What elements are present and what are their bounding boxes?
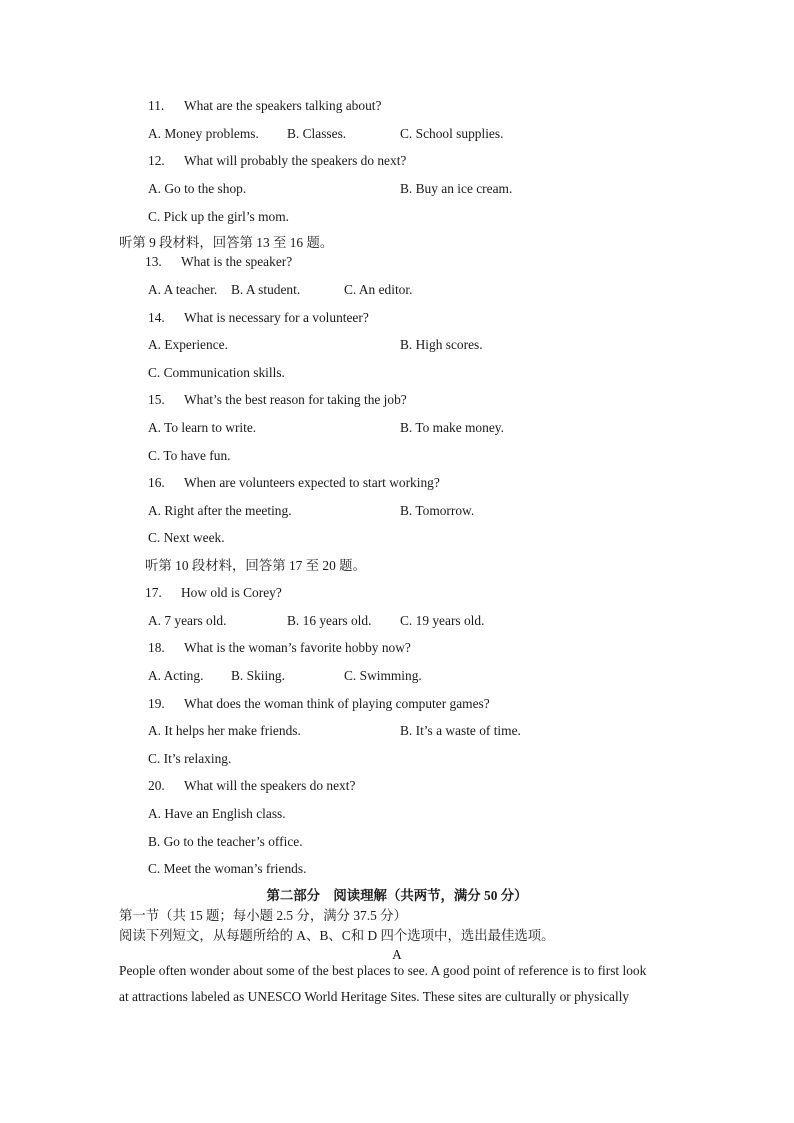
option-12-a: A. Go to the shop. [148,181,247,196]
question-18 [148,639,411,657]
option-17-c: C. 19 years old. [400,613,485,628]
part-2-title: 第二部分 阅读理解（共两节，满分 50 分） [266,888,528,903]
question-number: 15. [148,392,165,407]
question-17 [145,584,282,602]
option-16-b: B. Tomorrow. [400,503,475,518]
question-number: 20. [148,778,165,793]
question-19 [148,695,490,713]
question-14 [148,309,369,327]
option-15-b: B. To make money. [400,420,504,435]
option-15-a: A. To learn to write. [148,420,257,435]
option-14-b: B. High scores. [400,337,483,352]
option-13-b: B. A student. [231,282,301,297]
question-text: What is necessary for a volunteer? [184,310,369,325]
option-15-c: C. To have fun. [148,448,231,463]
option-11-a: A. Money problems. [148,126,259,141]
section-1-title: 第一节（共 15 题；每小题 2.5 分，满分 37.5 分） [119,908,407,923]
option-13-a: A. A teacher. [148,282,218,297]
question-text: What will probably the speakers do next? [184,153,407,168]
question-text: How old is Corey? [181,585,282,600]
question-11 [148,97,381,115]
question-number: 14. [148,310,165,325]
question-text: What is the woman’s favorite hobby now? [184,640,411,655]
option-20-a: A. Have an English class. [148,806,286,821]
option-20-b: B. Go to the teacher’s office. [148,834,303,849]
option-12-c: C. Pick up the girl’s mom. [148,209,289,224]
question-number: 17. [145,585,162,600]
option-18-b: B. Skiing. [231,668,285,683]
passage-label: A [392,947,402,962]
option-14-c: C. Communication skills. [148,365,285,380]
question-text: What does the woman think of playing computer games? [184,696,490,711]
question-text: When are volunteers expected to start working? [184,475,440,490]
option-18-a: A. Acting. [148,668,204,683]
question-15 [148,391,407,409]
section-10-instruction: 听第 10 段材料，回答第 17 至 20 题。 [145,558,366,573]
question-number: 18. [148,640,165,655]
option-16-a: A. Right after the meeting. [148,503,292,518]
question-12 [148,152,406,170]
option-13-c: C. An editor. [344,282,413,297]
question-number: 12. [148,153,165,168]
option-20-c: C. Meet the woman’s friends. [148,861,307,876]
section-9-instruction: 听第 9 段材料，回答第 13 至 16 题。 [119,235,334,250]
option-19-b: B. It’s a waste of time. [400,723,521,738]
question-text: What’s the best reason for taking the job? [184,392,407,407]
option-18-c: C. Swimming. [344,668,422,683]
question-20 [148,777,355,795]
question-number: 16. [148,475,165,490]
reading-instruction: 阅读下列短文，从每题所给的 A、B、C和 D 四个选项中，选出最佳选项。 [119,928,555,943]
passage-line-2: at attractions labeled as UNESCO World Heritage Sites. These sites are culturally or physically [119,989,630,1004]
question-number: 19. [148,696,165,711]
question-number: 11. [148,98,165,113]
question-text: What will the speakers do next? [184,778,356,793]
question-13 [145,253,292,271]
option-12-b: B. Buy an ice cream. [400,181,513,196]
option-19-a: A. It helps her make friends. [148,723,301,738]
option-11-b: B. Classes. [287,126,347,141]
option-17-a: A. 7 years old. [148,613,227,628]
option-17-b: B. 16 years old. [287,613,372,628]
question-text: What are the speakers talking about? [184,98,382,113]
question-text: What is the speaker? [181,254,293,269]
passage-line-1: People often wonder about some of the best places to see. A good point of reference is to first look [119,963,647,978]
question-16 [148,474,440,492]
option-14-a: A. Experience. [148,337,228,352]
option-16-c: C. Next week. [148,530,225,545]
question-number: 13. [145,254,162,269]
option-19-c: C. It’s relaxing. [148,751,232,766]
option-11-c: C. School supplies. [400,126,504,141]
